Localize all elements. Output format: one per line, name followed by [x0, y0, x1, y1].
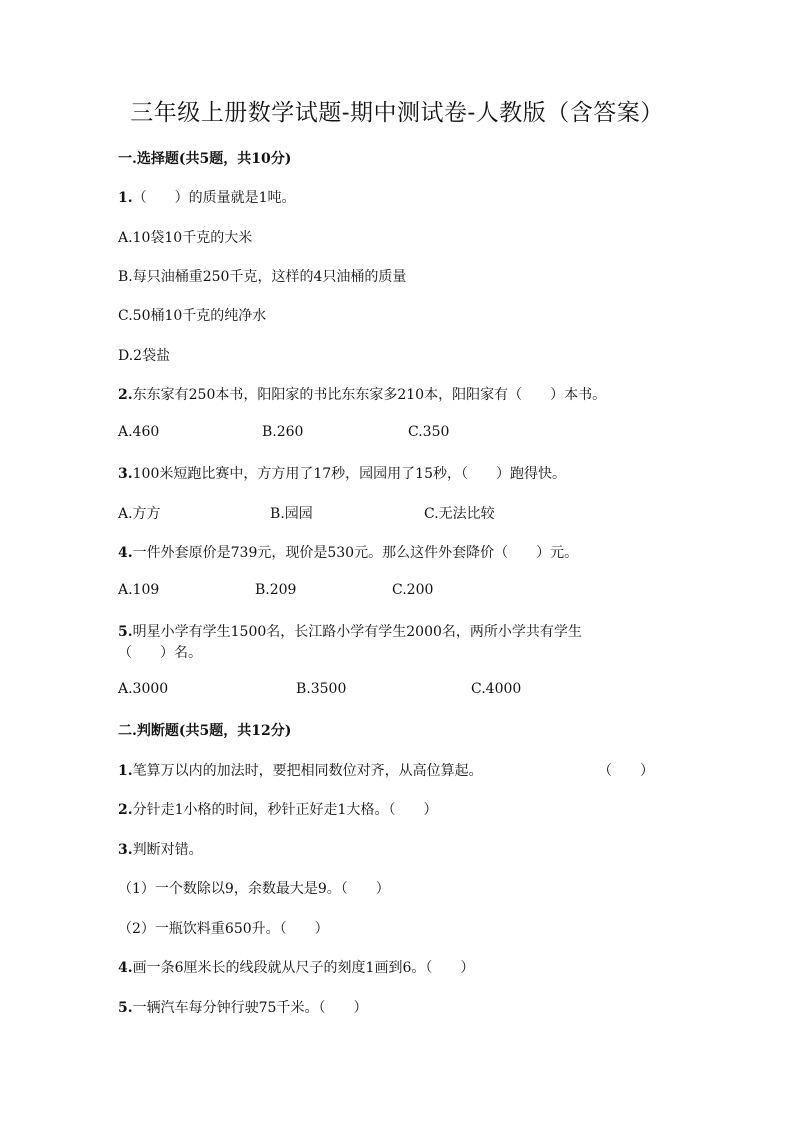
choice-question-2 [118, 384, 606, 404]
option-b: B.每只油桶重250千克，这样的4只油桶的质量 [118, 269, 407, 285]
question-number: 4. [118, 545, 133, 561]
judge-question-5 [118, 997, 367, 1017]
question-number: 2. [118, 802, 133, 818]
section-heading-choice: 一.选择题(共5题，共10分) [118, 151, 292, 167]
question-text: 笔算万以内的加法时，要把相同数位对齐，从高位算起。 [132, 763, 483, 779]
question-number: 3. [118, 466, 133, 482]
option-c: C.200 [392, 582, 434, 598]
question-number: 3. [118, 842, 133, 858]
question-number: 5. [118, 1000, 133, 1016]
question-text: 分针走1小格的时间，秒针正好走1大格。（ ） [132, 802, 438, 818]
question-text: 一辆汽车每分钟行驶75千米。（ ） [132, 1000, 368, 1016]
question-text: 100米短跑比赛中，方方用了17秒，园园用了15秒，（ ）跑得快。 [132, 466, 566, 482]
judge-question-4 [118, 957, 474, 977]
question-number: 5. [118, 624, 133, 640]
option-a: A.109 [118, 582, 160, 598]
option-d: D.2袋盐 [118, 348, 171, 364]
choice-question-4 [118, 542, 578, 562]
question-number: 2. [118, 387, 133, 403]
option-a: A.10袋10千克的大米 [118, 230, 253, 246]
question-text: 判断对错。 [132, 842, 203, 858]
option-b: B.260 [262, 424, 304, 440]
choice-question-1 [118, 187, 296, 207]
option-c: C.4000 [471, 681, 522, 697]
judge-question-3 [118, 839, 203, 859]
question-text: （ ）的质量就是1吨。 [132, 190, 296, 206]
question-text-continued: （ ）名。 [118, 645, 202, 661]
option-b: B.3500 [296, 681, 347, 697]
option-c: C.50桶10千克的纯净水 [118, 308, 267, 324]
option-a: A.460 [118, 424, 160, 440]
sub-question-1: （1）一个数除以9，余数最大是9。（ ） [118, 881, 390, 897]
option-a: A.方方 [118, 506, 161, 522]
option-b: B.209 [255, 582, 297, 598]
answer-blank: （ ） [598, 763, 654, 779]
option-c: C.350 [408, 424, 450, 440]
judge-question-2 [118, 799, 437, 819]
option-c: C.无法比较 [424, 506, 495, 522]
choice-question-5 [118, 621, 582, 641]
question-text: 一件外套原价是739元，现价是530元。那么这件外套降价（ ）元。 [132, 545, 579, 561]
choice-question-3 [118, 463, 566, 483]
question-number: 1. [118, 190, 133, 206]
document-title: 三年级上册数学试题-期中测试卷-人教版（含答案） [130, 100, 664, 126]
question-text: 东东家有250本书，阳阳家的书比东东家多210本，阳阳家有（ ）本书。 [132, 387, 607, 403]
sub-question-2: （2）一瓶饮料重650升。（ ） [118, 921, 329, 937]
question-number: 1. [118, 763, 133, 779]
judge-question-1 [118, 760, 483, 780]
question-text: 明星小学有学生1500名，长江路小学有学生2000名，两所小学共有学生 [132, 624, 582, 640]
question-text: 画一条6厘米长的线段就从尺子的刻度1画到6。（ ） [132, 960, 475, 976]
question-number: 4. [118, 960, 133, 976]
option-b: B.园园 [270, 506, 313, 522]
option-a: A.3000 [118, 681, 169, 697]
section-heading-judgement: 二.判断题(共5题，共12分) [118, 723, 292, 739]
